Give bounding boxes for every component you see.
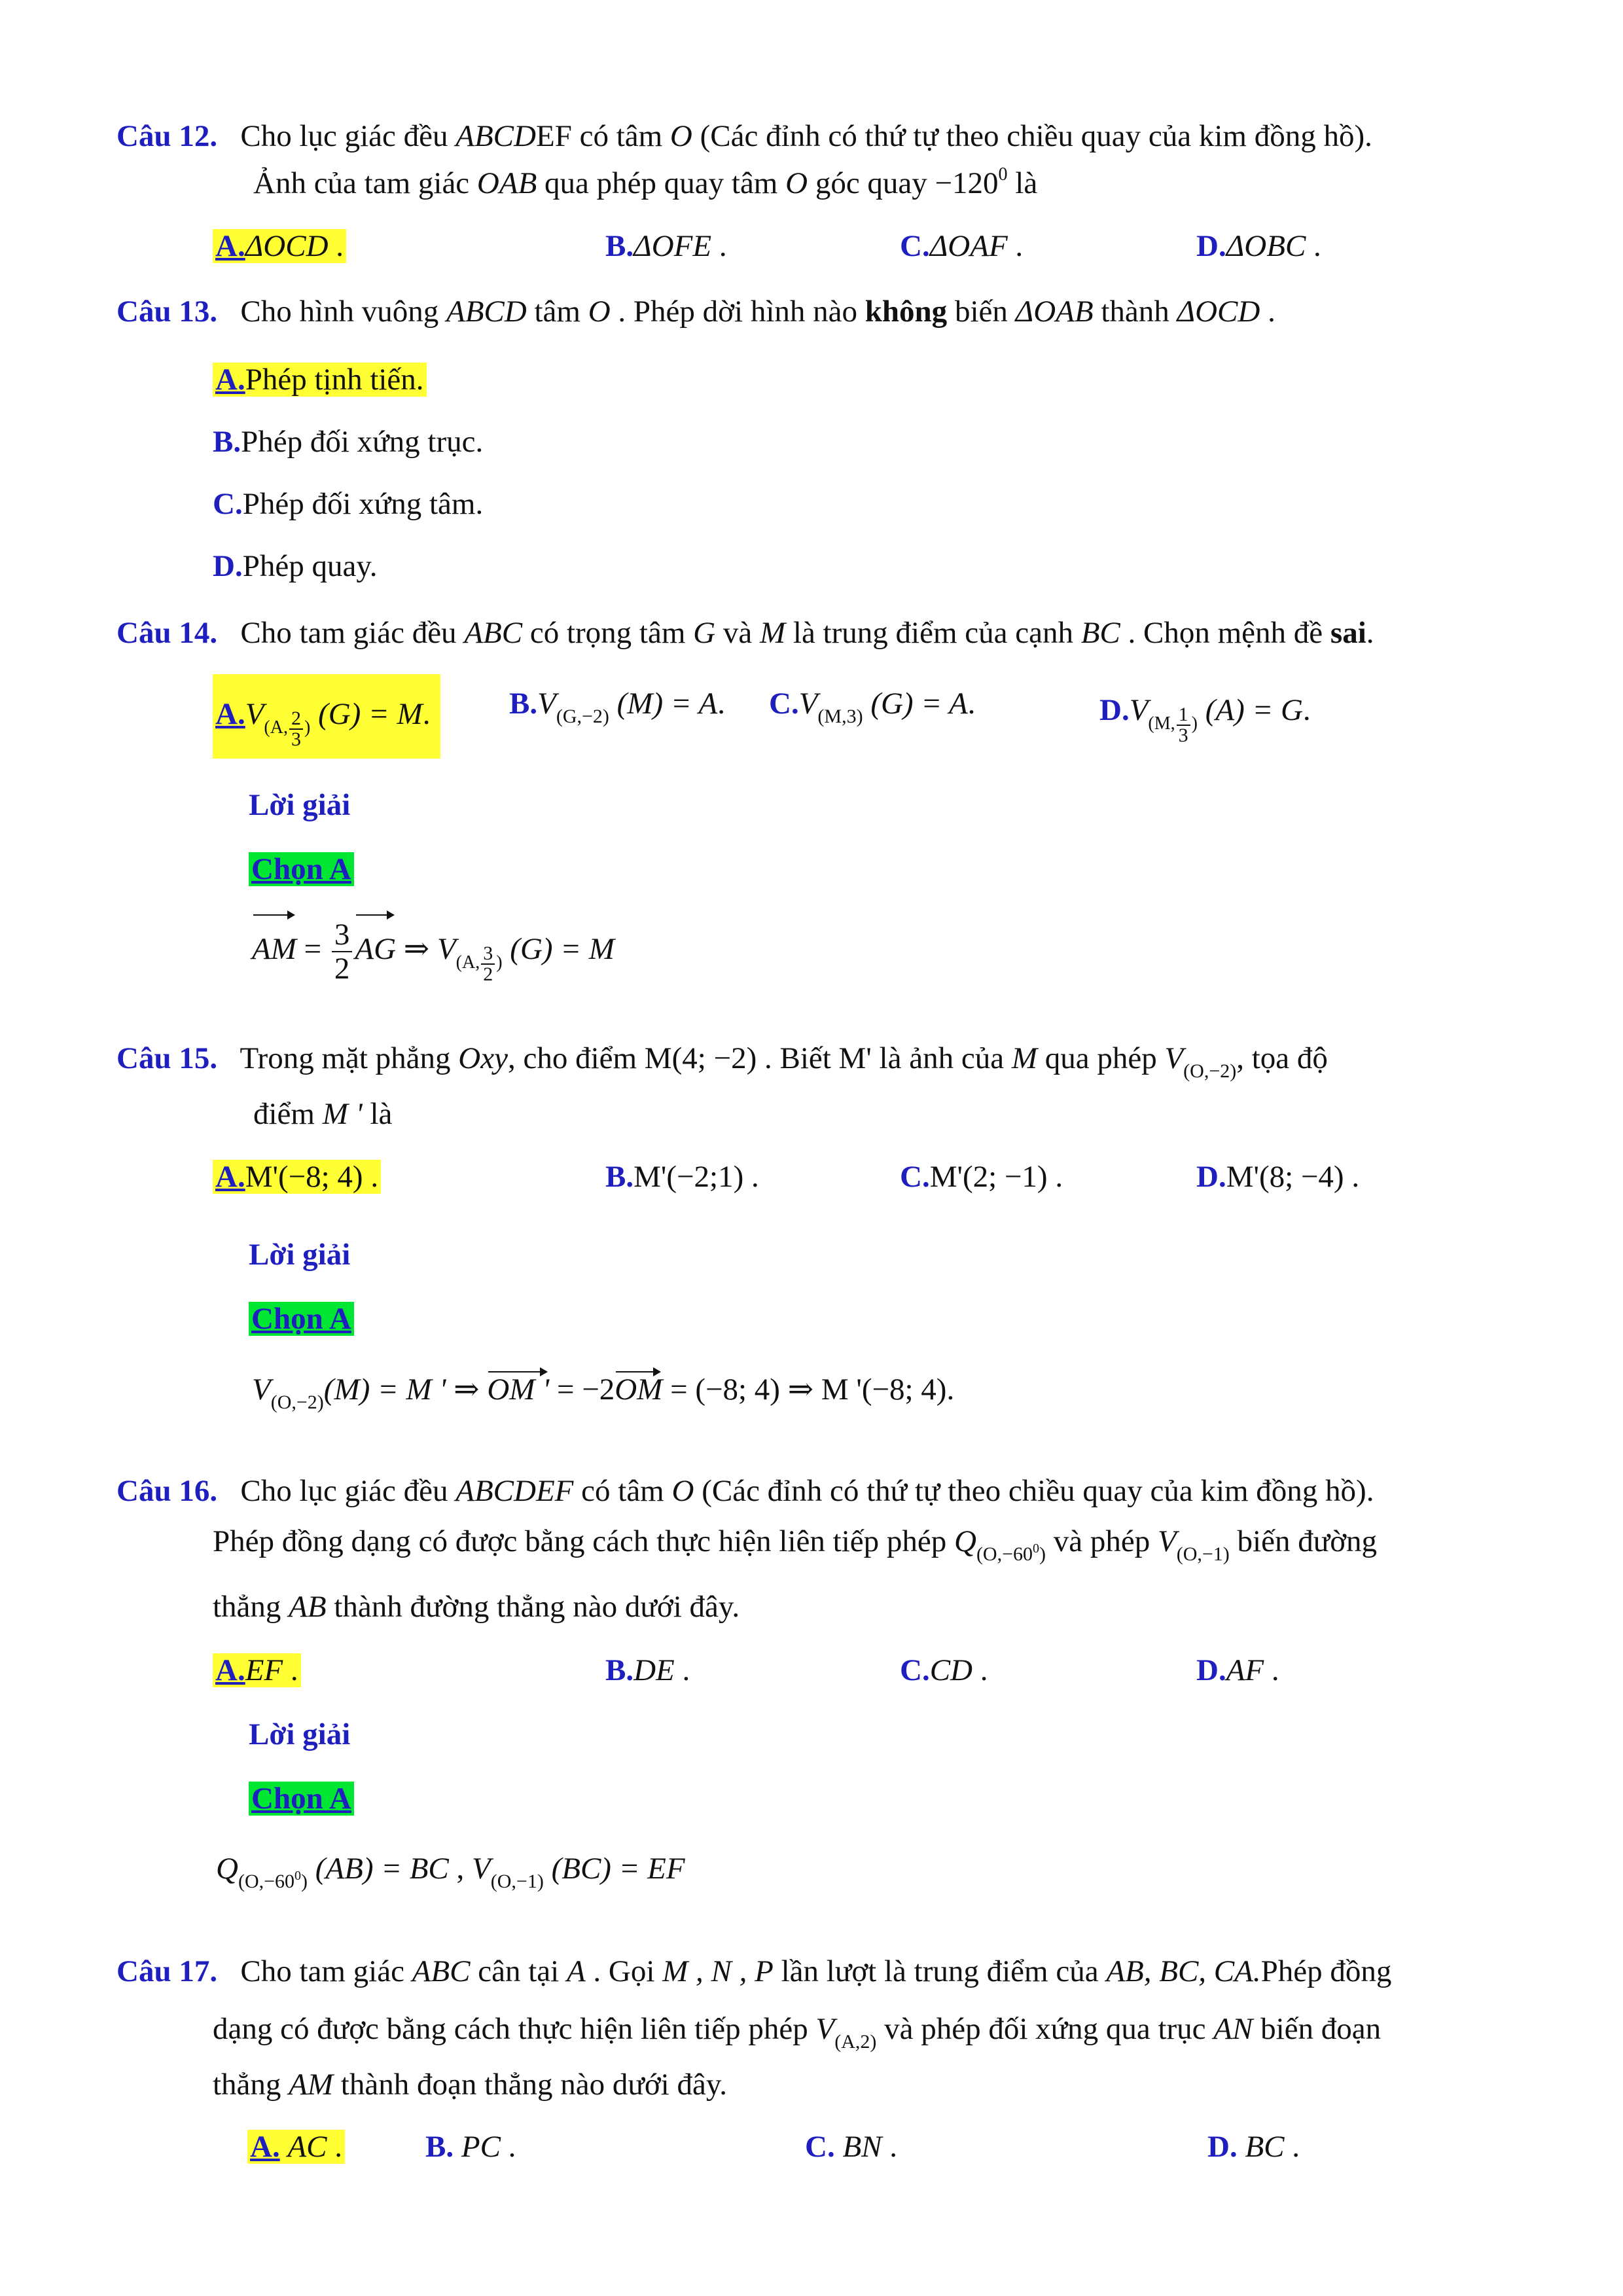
option-text: AC <box>287 2130 327 2164</box>
vector-ag: AG <box>355 913 396 985</box>
vector-om-prime: OM ' <box>487 1370 549 1409</box>
q13-option-d <box>213 547 378 586</box>
q12-math: O <box>669 119 692 153</box>
q12-line-1 <box>116 117 1372 156</box>
option-text: AF <box>1226 1653 1264 1687</box>
math-expr: = −2 <box>549 1372 615 1407</box>
q14-choice <box>249 850 354 889</box>
q15-text: , cho điểm M(4; −2) . Biết M' là ảnh của <box>507 1041 1012 1075</box>
option-letter: D. <box>1196 1653 1226 1687</box>
q15-option-a <box>213 1157 381 1196</box>
q17-option-c <box>805 2127 897 2166</box>
q12-label: Câu 12. <box>116 119 218 153</box>
math-v: V <box>1164 1041 1184 1075</box>
q15-math: M <box>1011 1041 1037 1075</box>
option-text: BC <box>1245 2130 1285 2164</box>
q14-math: ABC <box>464 616 523 650</box>
q13-text: . <box>1260 295 1275 329</box>
q15-choice <box>249 1299 354 1338</box>
q16-math: O <box>671 1474 694 1508</box>
q12-math: O <box>785 166 808 200</box>
option-text: ΔOAF <box>929 229 1008 263</box>
option-letter: A. <box>215 363 245 397</box>
q16-option-d <box>1196 1651 1279 1690</box>
q15-math: Oxy <box>458 1041 508 1075</box>
q12-text: là <box>1007 166 1038 200</box>
option-letter: C. <box>900 1653 930 1687</box>
option-tail: . <box>882 2130 898 2164</box>
math-sub: (G,−2) <box>556 706 609 727</box>
vector-am: AM <box>252 913 296 985</box>
math-sub: (A,2) <box>834 2031 877 2053</box>
option-tail: . <box>717 687 725 721</box>
q14-math: M <box>759 616 786 650</box>
math-op: ⇒ <box>396 932 437 966</box>
q14-option-d: $D.V_{(M, \frac{1}{3} )}$ (A) = G. <box>1099 693 1311 746</box>
q12-line-2 <box>253 164 1037 207</box>
option-text: ΔOCD <box>245 229 329 263</box>
q16-text: và phép <box>1046 1524 1158 1558</box>
vector-om: OM <box>615 1370 662 1409</box>
q15-label: Câu 15. <box>116 1041 218 1075</box>
option-tail: . <box>327 2130 343 2164</box>
q16-text: Phép đồng dạng có được bằng cách thực hiện liên tiếp phép <box>213 1524 954 1558</box>
q17-text: lần lượt là trung điểm của <box>773 1954 1107 1988</box>
math-v: V <box>472 1852 491 1886</box>
choice-label: Chọn A <box>249 1302 354 1336</box>
option-tail: . <box>1284 2130 1300 2164</box>
option-letter: B. <box>605 1653 634 1687</box>
q16-solution-heading: Lời giải <box>249 1717 351 1751</box>
option-letter: C. <box>213 487 243 521</box>
option-text: Phép đối xứng tâm. <box>242 487 484 521</box>
option-tail: . <box>743 1160 759 1194</box>
option-letter: C. <box>769 687 799 721</box>
math-sub: A, <box>270 717 288 738</box>
option-text: Phép tịnh tiến. <box>245 363 424 397</box>
q13-math: ΔOCD <box>1177 295 1260 329</box>
math-expr: (G) = M <box>510 932 615 966</box>
q12-text: (Các đỉnh có thứ tự theo chiều quay của kim đồng hồ). <box>692 119 1372 153</box>
q12-option-b <box>605 226 727 266</box>
option-tail: . <box>972 1653 988 1687</box>
option-tail: . <box>1047 1160 1063 1194</box>
option-letter: B. <box>425 2130 454 2164</box>
math-sub: (O,−2) <box>1183 1060 1237 1082</box>
math-sub: (O,−2) <box>270 1391 324 1413</box>
fraction: $\frac{1}{3}$ <box>1177 705 1190 745</box>
option-expr: (G) = A <box>870 687 968 721</box>
fraction: $\frac{3}{2}$ <box>481 944 495 984</box>
q17-text: thẳng <box>213 2068 289 2102</box>
option-text: M'(−8; 4) <box>245 1160 363 1194</box>
math-expr: (M) = M ' ⇒ <box>323 1372 488 1407</box>
math-sub: (M,3) <box>817 706 863 727</box>
option-letter: D. <box>1207 2130 1238 2164</box>
math-v: V <box>1129 693 1149 727</box>
q13-option-c <box>213 484 483 524</box>
option-letter: A. <box>250 2130 280 2164</box>
q17-text: Phép đồng <box>1260 1954 1392 1988</box>
q14-option-a: $A.V_{(A, \frac{2}{3} )}$ (G) = M. <box>213 674 440 754</box>
q14-bold-word: sai <box>1330 616 1366 650</box>
math-sub: A, <box>461 952 480 973</box>
q16-line-2: Phép đồng dạng có được bằng cách thực hiện liên tiếp phép $Q_{(O,-60^0)}$ và phép $V_{(O,-1)}$ biến đường <box>213 1524 1378 1565</box>
q17-text: biến đoạn <box>1253 2012 1382 2046</box>
option-text: BN <box>842 2130 882 2164</box>
q17-text: dạng có được bằng cách thực hiện liên tiếp phép <box>213 2012 816 2046</box>
q15-text: , tọa độ <box>1236 1041 1328 1075</box>
q17-text: . Gọi <box>585 1954 663 1988</box>
math-v: V <box>537 687 556 721</box>
option-letter: D. <box>1196 1160 1226 1194</box>
q15-solution-formula <box>252 1370 954 1413</box>
q13-text: . Phép dời hình nào <box>610 295 865 329</box>
q16-label: Câu 16. <box>116 1474 218 1508</box>
math-sub: M, <box>1154 713 1175 734</box>
q15-line-1 <box>116 1039 1328 1082</box>
math-v: V <box>245 697 264 731</box>
q12-option-c <box>900 226 1023 266</box>
math-expr: (BC) = EF <box>551 1852 685 1886</box>
q14-solution-heading: Lời giải <box>249 788 351 822</box>
q17-option-a <box>247 2127 345 2166</box>
q17-math: A <box>566 1954 586 1988</box>
q14-text: Cho tam giác đều <box>240 616 465 650</box>
q15-math: M ' <box>322 1097 363 1131</box>
q15-option-c <box>900 1157 1063 1196</box>
option-letter: B. <box>605 1160 634 1194</box>
q16-text: (Các đỉnh có thứ tự theo chiều quay của kim đồng hồ). <box>694 1474 1374 1508</box>
math-v: V <box>798 687 818 721</box>
q16-line-1 <box>116 1471 1374 1511</box>
option-text: M'(8; −4) <box>1226 1160 1344 1194</box>
option-tail: . <box>500 2130 516 2164</box>
q16-math: ABCDEF <box>455 1474 574 1508</box>
option-tail: . <box>363 1160 379 1194</box>
q12-text: qua phép quay tâm <box>537 166 786 200</box>
q17-option-b <box>425 2127 516 2166</box>
math-sub: (O,−1) <box>1176 1543 1230 1565</box>
q12-math: ABCD <box>455 119 536 153</box>
option-text: Phép quay. <box>242 549 378 583</box>
q12-text: EF có tâm <box>535 119 670 153</box>
q14-text: có trọng tâm <box>522 616 694 650</box>
option-text: PC <box>461 2130 501 2164</box>
option-letter: A. <box>215 697 245 731</box>
option-tail: . <box>1302 693 1311 727</box>
math-v: V <box>437 932 456 966</box>
fraction: $\frac{2}{3}$ <box>289 709 303 749</box>
q17-text: và phép đối xứng qua trục <box>876 2012 1214 2046</box>
math-expr: (AB) = BC <box>315 1852 449 1886</box>
q14-label: Câu 14. <box>116 616 218 650</box>
q17-math: ABC <box>412 1954 471 1988</box>
option-letter: B. <box>605 229 634 263</box>
q13-text: Cho hình vuông <box>240 295 447 329</box>
q14-option-c <box>769 684 975 727</box>
q13-line-1 <box>116 292 1275 331</box>
option-tail: . <box>1306 229 1321 263</box>
q17-line-2 <box>213 2009 1381 2053</box>
option-tail: . <box>674 1653 690 1687</box>
math-q: Q <box>954 1524 976 1558</box>
q15-option-b <box>605 1157 759 1196</box>
q17-line-1 <box>116 1952 1391 1991</box>
q15-text: qua phép <box>1037 1041 1165 1075</box>
q14-text: . Chọn mệnh đề <box>1120 616 1330 650</box>
q15-line-2 <box>253 1094 392 1134</box>
math-v: V <box>815 2012 835 2046</box>
q15-option-d <box>1196 1157 1359 1196</box>
option-tail: . <box>422 697 431 731</box>
q17-label: Câu 17. <box>116 1954 218 1988</box>
q12-text: Ảnh của tam giác <box>253 166 477 200</box>
option-letter: D. <box>1099 693 1130 727</box>
option-text: M'(2; −1) <box>929 1160 1048 1194</box>
q17-math: AM <box>289 2068 334 2102</box>
math-op: = <box>296 932 329 966</box>
q12-math: OAB <box>476 166 537 200</box>
option-text: EF <box>245 1653 283 1687</box>
q13-math: ABCD <box>446 295 527 329</box>
q13-text: biến <box>947 295 1016 329</box>
q17-option-d <box>1207 2127 1300 2166</box>
option-tail: . <box>967 687 976 721</box>
q14-line-1 <box>116 613 1374 653</box>
q17-math: M , N , P <box>662 1954 774 1988</box>
q15-solution-heading: Lời giải <box>249 1238 351 1272</box>
q15-text: điểm <box>253 1097 323 1131</box>
option-letter: A. <box>215 229 245 263</box>
option-text: ΔOBC <box>1226 229 1306 263</box>
math-v: V <box>1158 1524 1177 1558</box>
q17-line-3 <box>213 2065 727 2104</box>
q14-option-b <box>509 684 725 727</box>
q13-text: thành <box>1093 295 1177 329</box>
q13-label: Câu 13. <box>116 295 218 329</box>
q16-option-c <box>900 1651 988 1690</box>
option-tail: . <box>1344 1160 1360 1194</box>
q16-text: thành đường thẳng nào dưới đây. <box>326 1590 740 1624</box>
math-expr: = (−8; 4) ⇒ M '(−8; 4). <box>662 1372 955 1407</box>
option-expr: (G) = M <box>318 697 423 731</box>
math-sep: , <box>448 1852 473 1886</box>
q12-option-d <box>1196 226 1321 266</box>
q16-choice <box>249 1779 354 1818</box>
option-tail: . <box>711 229 727 263</box>
option-text: CD <box>929 1653 972 1687</box>
q13-math: ΔOAB <box>1015 295 1094 329</box>
q14-text: . <box>1366 616 1374 650</box>
option-letter: C. <box>900 229 930 263</box>
q15-text: Trong mặt phẳng <box>240 1041 459 1075</box>
option-letter: D. <box>1196 229 1226 263</box>
option-text: DE <box>633 1653 675 1687</box>
math-sub: (O,−60 <box>976 1543 1033 1565</box>
q14-solution-formula: AM = $\frac{3}{2}$ AG ⇒ $V_{(A, \frac{3}{2} )}$ (G) = M <box>252 913 615 990</box>
q15-text: là <box>362 1097 393 1131</box>
q17-math: AB, BC, CA. <box>1106 1954 1261 1988</box>
option-letter: C. <box>805 2130 835 2164</box>
math-v: V <box>252 1372 271 1407</box>
q17-text: cân tại <box>470 1954 567 1988</box>
choice-label: Chọn A <box>249 852 354 886</box>
q13-option-b <box>213 422 483 461</box>
choice-label: Chọn A <box>249 1782 354 1816</box>
q16-text: biến đường <box>1229 1524 1378 1558</box>
q13-option-a <box>213 360 427 399</box>
q16-text: Cho lục giác đều <box>240 1474 456 1508</box>
q14-text: là trung điểm của cạnh <box>785 616 1081 650</box>
q17-text: Cho tam giác <box>240 1954 412 1988</box>
q12-option-a <box>213 226 346 266</box>
option-letter: A. <box>215 1160 245 1194</box>
q16-math: AB <box>289 1590 327 1624</box>
q12-text: góc quay −120 <box>808 166 999 200</box>
option-tail: . <box>1264 1653 1279 1687</box>
option-text: ΔOFE <box>633 229 712 263</box>
q17-text: thành đoạn thẳng nào dưới đây. <box>333 2068 728 2102</box>
q16-line-3 <box>213 1587 740 1626</box>
q13-bold-word: không <box>865 295 948 329</box>
option-letter: A. <box>215 1653 245 1687</box>
math-sub: (O,−1) <box>490 1871 544 1892</box>
option-tail: . <box>328 229 344 263</box>
q17-math: AN <box>1213 2012 1253 2046</box>
q16-solution-formula: $Q_{(O,-60^0)}$ (AB) = BC , $V_{(O,-1)}$ (BC) = EF <box>216 1852 685 1892</box>
q12-degree: 0 <box>998 164 1008 185</box>
fraction: $\frac{3}{2}$ <box>332 918 353 985</box>
q16-option-b <box>605 1651 690 1690</box>
q16-text: thẳng <box>213 1590 289 1624</box>
q16-text: có tâm <box>573 1474 672 1508</box>
option-letter: B. <box>509 687 538 721</box>
option-letter: C. <box>900 1160 930 1194</box>
option-text: Phép đối xứng trục. <box>241 425 484 459</box>
math-sub: (O,−60 <box>238 1871 295 1892</box>
option-text: M'(−2;1) <box>633 1160 744 1194</box>
q14-text: và <box>715 616 760 650</box>
q12-text: Cho lục giác đều <box>240 119 456 153</box>
q14-math: BC <box>1080 616 1120 650</box>
option-letter: B. <box>213 425 241 459</box>
q13-math: O <box>588 295 611 329</box>
q16-option-a <box>213 1651 301 1690</box>
math-q: Q <box>216 1852 238 1886</box>
option-letter: D. <box>213 549 243 583</box>
q14-math: G <box>693 616 716 650</box>
q13-text: tâm <box>526 295 588 329</box>
option-tail: . <box>1007 229 1024 263</box>
option-tail: . <box>283 1653 298 1687</box>
option-expr: (M) = A <box>616 687 718 721</box>
option-expr: (A) = G <box>1205 693 1303 727</box>
